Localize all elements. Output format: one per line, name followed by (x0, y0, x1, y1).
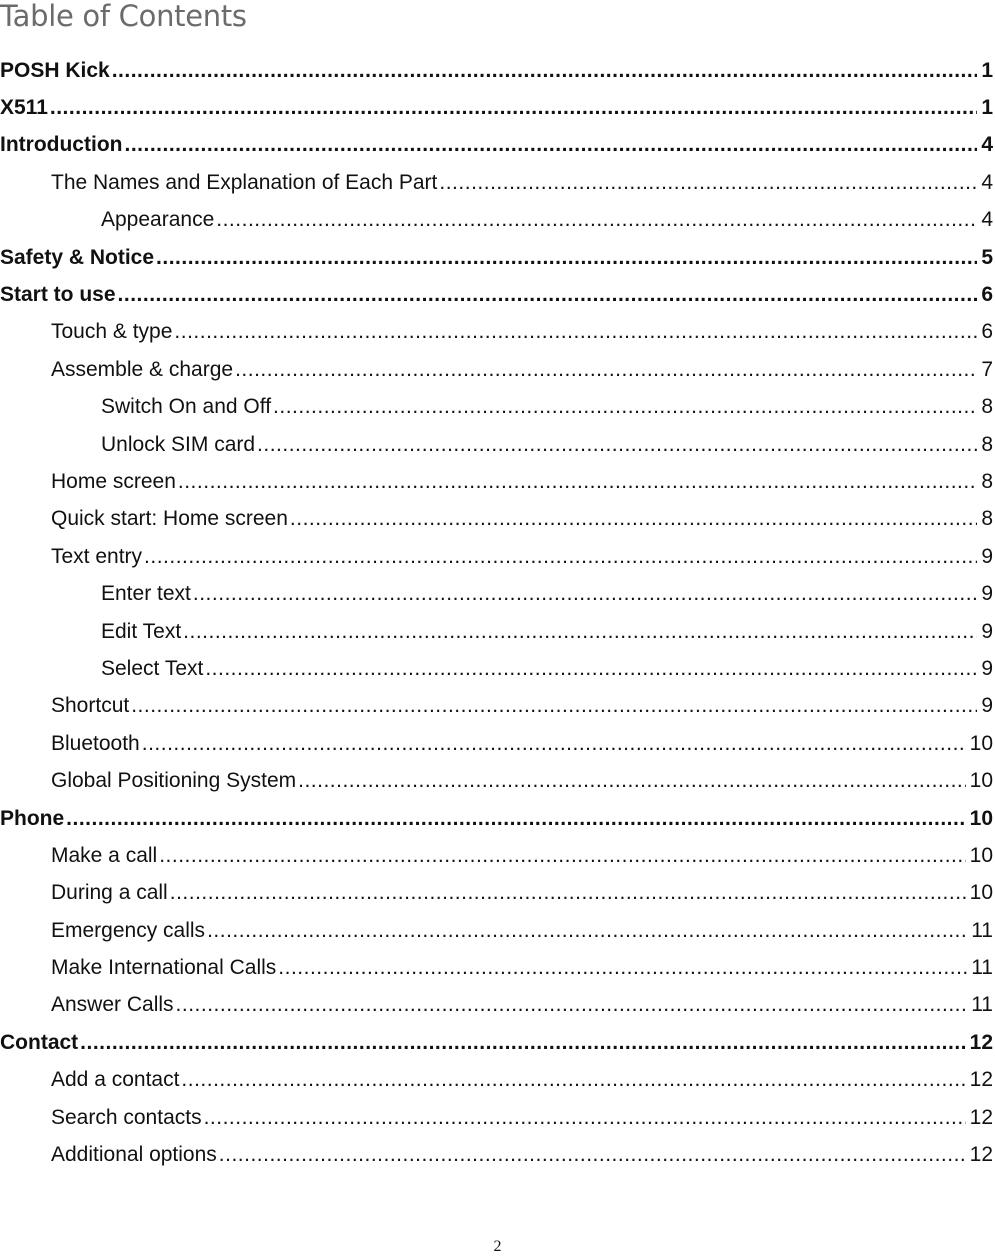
toc-entry[interactable] (0, 800, 995, 837)
toc-entry[interactable] (0, 202, 995, 239)
toc-entry-page: 6 (981, 320, 993, 344)
toc-dot-leader (112, 59, 978, 83)
toc-entry-page: 1 (981, 96, 993, 120)
toc-entry[interactable] (0, 875, 995, 912)
toc-entry-line (101, 433, 993, 457)
toc-dot-leader (118, 283, 978, 307)
toc-dot-leader (181, 1068, 965, 1092)
toc-entry-line (51, 844, 993, 868)
toc-entry-line (51, 507, 993, 531)
page-number: 2 (493, 1238, 502, 1255)
toc-dot-leader (278, 956, 967, 980)
toc-entry-page: 8 (981, 395, 993, 419)
toc-entry-line (51, 1143, 993, 1167)
toc-entry-label: Touch & type (51, 320, 173, 344)
toc-entry[interactable] (0, 1024, 995, 1061)
toc-dot-leader (80, 1031, 965, 1055)
toc-entry-page: 11 (971, 956, 993, 980)
toc-entry[interactable] (0, 613, 995, 650)
toc-entry-page: 4 (981, 133, 993, 157)
toc-entry-label: Make a call (51, 843, 158, 867)
toc-entry-line (0, 283, 993, 307)
toc-list (0, 52, 995, 1174)
toc-entry[interactable] (0, 276, 995, 313)
toc-entry-line (51, 732, 993, 756)
toc-entry[interactable] (0, 949, 995, 986)
toc-entry[interactable] (0, 575, 995, 612)
toc-dot-leader (170, 881, 966, 905)
toc-entry-label: Answer Calls (51, 993, 174, 1017)
toc-dot-leader (50, 96, 977, 120)
toc-entry-line (101, 208, 993, 232)
toc-dot-leader (257, 433, 977, 457)
toc-entry-line (0, 807, 993, 831)
toc-entry[interactable] (0, 89, 995, 126)
toc-entry-label: Safety & Notice (0, 245, 155, 269)
toc-title: Table of Contents (0, 0, 247, 33)
toc-entry-line (51, 769, 993, 793)
toc-entry-page: 9 (981, 619, 993, 643)
toc-entry-label: Additional options (51, 1143, 217, 1167)
toc-dot-leader (205, 657, 977, 681)
toc-entry[interactable] (0, 725, 995, 762)
toc-entry-label: POSH Kick (0, 58, 110, 82)
toc-entry-page: 9 (981, 544, 993, 568)
toc-entry[interactable] (0, 127, 995, 164)
toc-entry[interactable] (0, 538, 995, 575)
toc-dot-leader (66, 807, 965, 831)
toc-entry-page: 10 (969, 769, 993, 793)
toc-dot-leader (131, 694, 977, 718)
toc-entry-page: 4 (981, 208, 993, 232)
toc-entry-label: The Names and Explanation of Each Part (51, 170, 438, 194)
toc-dot-leader (183, 620, 977, 644)
toc-entry-page: 12 (969, 1143, 993, 1167)
toc-entry-label: Make International Calls (51, 956, 277, 980)
toc-dot-leader (439, 171, 977, 195)
toc-entry-label: Add a contact (51, 1068, 180, 1092)
toc-entry-line (51, 470, 993, 494)
toc-entry-page: 12 (969, 1068, 993, 1092)
toc-entry-line (0, 133, 993, 157)
toc-entry[interactable] (0, 1062, 995, 1099)
toc-entry[interactable] (0, 239, 995, 276)
toc-entry-page: 8 (981, 432, 993, 456)
toc-entry[interactable] (0, 912, 995, 949)
toc-entry[interactable] (0, 351, 995, 388)
toc-entry-line (51, 694, 993, 718)
toc-entry-page: 11 (971, 993, 993, 1017)
toc-entry[interactable] (0, 762, 995, 799)
toc-entry[interactable] (0, 987, 995, 1024)
toc-entry-label: Quick start: Home screen (51, 507, 288, 531)
toc-entry-page: 5 (981, 245, 993, 269)
toc-entry-line (51, 320, 993, 344)
toc-entry-line (51, 881, 993, 905)
toc-dot-leader (290, 507, 977, 531)
toc-entry-line (51, 919, 993, 943)
toc-dot-leader (219, 1143, 966, 1167)
toc-entry[interactable] (0, 52, 995, 89)
toc-entry-label: Text entry (51, 544, 143, 568)
toc-entry-label: Global Positioning System (51, 769, 297, 793)
toc-entry-line (0, 59, 993, 83)
toc-entry-line (0, 96, 993, 120)
toc-entry-line (101, 657, 993, 681)
toc-dot-leader (159, 844, 965, 868)
toc-entry-line (51, 358, 993, 382)
toc-entry-line (51, 171, 993, 195)
toc-entry-page: 9 (981, 694, 993, 718)
toc-entry-label: During a call (51, 881, 168, 905)
toc-entry-page: 4 (981, 170, 993, 194)
toc-entry-label: Emergency calls (51, 918, 206, 942)
toc-entry[interactable] (0, 164, 995, 201)
toc-dot-leader (144, 545, 977, 569)
toc-entry[interactable] (0, 463, 995, 500)
toc-entry-label: Select Text (101, 656, 204, 680)
toc-entry-label: Search contacts (51, 1105, 202, 1129)
toc-entry-label: Home screen (51, 469, 176, 493)
toc-entry[interactable] (0, 389, 995, 426)
toc-entry[interactable] (0, 837, 995, 874)
toc-entry-line (0, 1031, 993, 1055)
toc-entry-label: Contact (0, 1030, 79, 1054)
toc-entry-page: 9 (981, 582, 993, 606)
toc-dot-leader (216, 208, 977, 232)
toc-dot-leader (207, 919, 967, 943)
toc-entry-label: Start to use (0, 283, 116, 307)
toc-entry-label: X511 (0, 96, 48, 120)
toc-entry-line (51, 545, 993, 569)
toc-entry-label: Switch On and Off (101, 395, 272, 419)
toc-entry-page: 1 (981, 58, 993, 82)
toc-entry[interactable] (0, 426, 995, 463)
toc-entry-label: Phone (0, 806, 65, 830)
toc-entry-page: 12 (969, 1105, 993, 1129)
toc-entry-label: Appearance (101, 208, 215, 232)
toc-dot-leader (298, 769, 966, 793)
toc-entry-page: 7 (981, 357, 993, 381)
toc-entry-page: 10 (969, 881, 993, 905)
toc-entry-line (51, 956, 993, 980)
toc-dot-leader (178, 470, 977, 494)
toc-dot-leader (235, 358, 977, 382)
toc-entry-line (51, 993, 993, 1017)
toc-entry[interactable] (0, 314, 995, 351)
toc-entry[interactable] (0, 1136, 995, 1173)
toc-entry-page: 10 (969, 843, 993, 867)
toc-entry-page: 8 (981, 469, 993, 493)
toc-entry-label: Shortcut (51, 694, 130, 718)
toc-entry-line (101, 620, 993, 644)
toc-entry-page: 6 (981, 283, 993, 307)
toc-entry[interactable] (0, 1099, 995, 1136)
toc-entry-label: Bluetooth (51, 731, 140, 755)
toc-entry-page: 10 (969, 806, 993, 830)
toc-dot-leader (156, 246, 977, 270)
toc-entry-line (101, 582, 993, 606)
toc-entry-page: 8 (981, 507, 993, 531)
toc-entry-page: 12 (969, 1030, 993, 1054)
toc-entry-label: Introduction (0, 133, 123, 157)
toc-entry-line (51, 1106, 993, 1130)
toc-dot-leader (204, 1106, 966, 1130)
toc-entry-label: Edit Text (101, 619, 182, 643)
toc-entry-label: Assemble & charge (51, 357, 234, 381)
toc-entry[interactable] (0, 688, 995, 725)
toc-entry-line (101, 395, 993, 419)
toc-dot-leader (273, 395, 977, 419)
toc-entry-page: 11 (971, 918, 993, 942)
toc-entry-label: Enter text (101, 582, 191, 606)
toc-entry-page: 9 (981, 656, 993, 680)
toc-dot-leader (176, 993, 968, 1017)
toc-dot-leader (124, 133, 977, 157)
toc-dot-leader (193, 582, 977, 606)
toc-entry-line (51, 1068, 993, 1092)
toc-entry-page: 10 (969, 731, 993, 755)
toc-dot-leader (174, 320, 977, 344)
toc-entry-label: Unlock SIM card (101, 432, 256, 456)
toc-entry[interactable] (0, 501, 995, 538)
toc-entry-line (0, 246, 993, 270)
toc-dot-leader (142, 732, 966, 756)
toc-entry[interactable] (0, 650, 995, 687)
